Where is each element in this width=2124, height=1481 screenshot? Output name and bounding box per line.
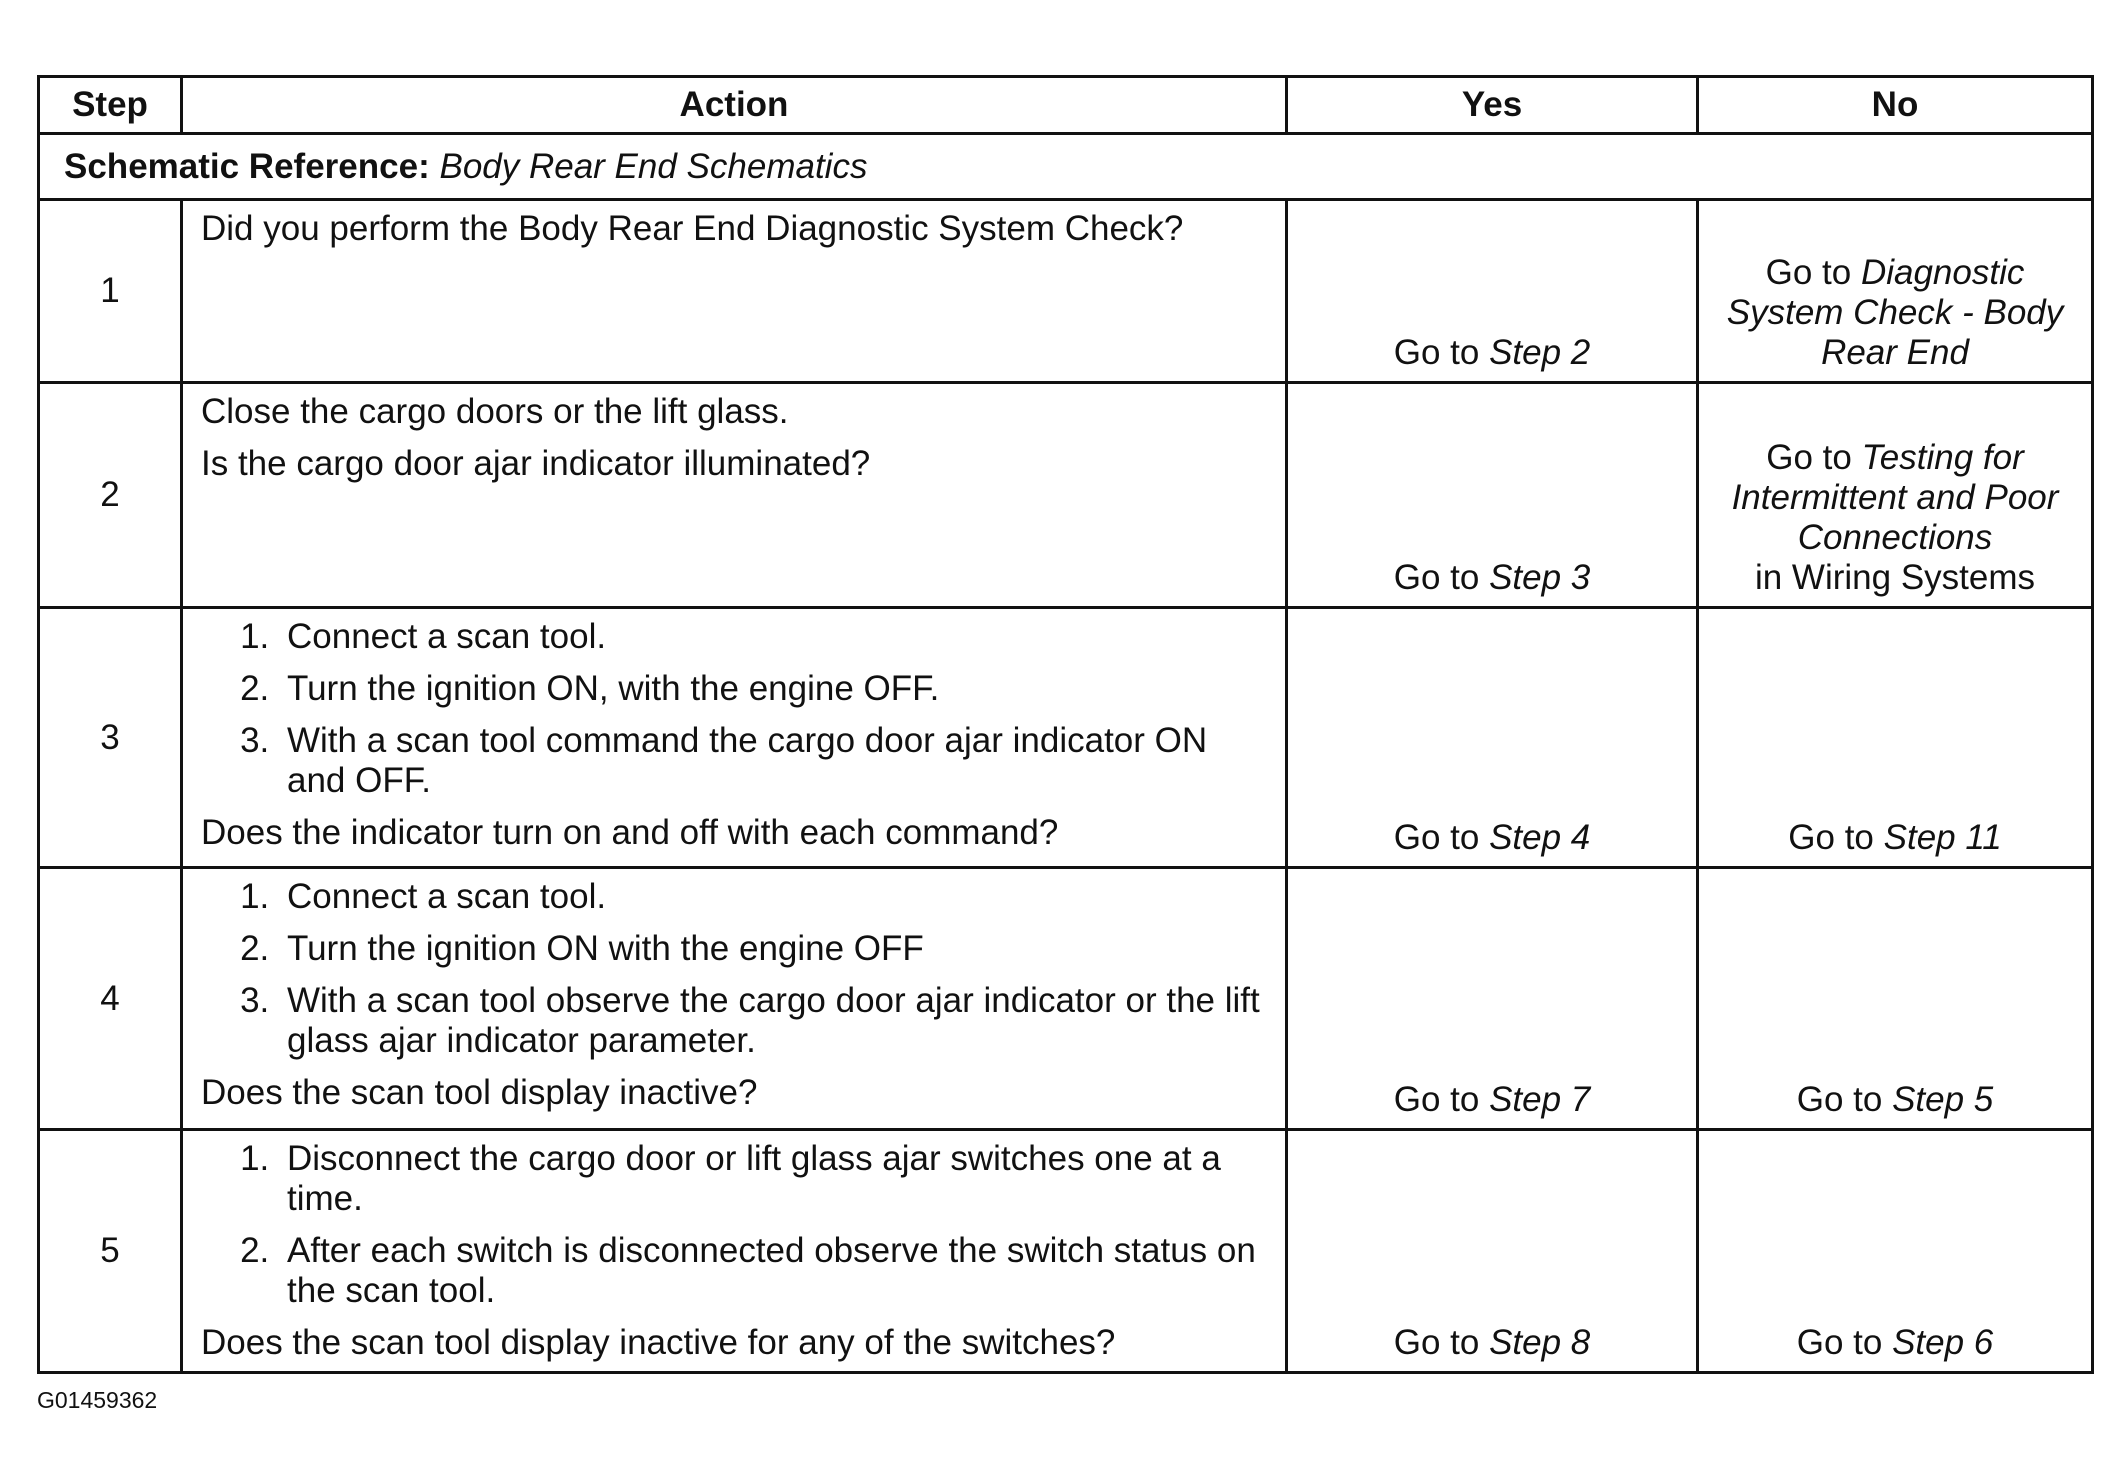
action-step: 1. Connect a scan tool. [279, 877, 1267, 917]
step-number: 1 [39, 200, 182, 383]
schematic-reference-link[interactable]: Body Rear End Schematics [439, 146, 868, 186]
no-suffix: in Wiring Systems [1754, 558, 2036, 597]
action-steps-list [201, 1139, 1267, 1311]
table-row [39, 608, 2093, 868]
yes-step-link[interactable]: Step 8 [1489, 1323, 1591, 1362]
yes-step-link[interactable]: Step 7 [1489, 1080, 1591, 1119]
no-step-link[interactable]: Step 6 [1892, 1323, 1994, 1362]
table-row [39, 200, 2093, 383]
no-step-link[interactable]: Step 11 [1883, 818, 2002, 857]
action-step: 2. Turn the ignition ON, with the engine OFF. [279, 669, 1267, 709]
action-steps-list [201, 877, 1267, 1061]
table-row [39, 868, 2093, 1130]
header-action: Action [182, 77, 1287, 134]
step-number: 2 [39, 383, 182, 608]
action-cell [182, 608, 1287, 868]
action-step: 2. Turn the ignition ON with the engine OFF [279, 929, 1267, 969]
step-number: 3 [39, 608, 182, 868]
figure-id: G01459362 [37, 1387, 158, 1413]
action-step: 1. Connect a scan tool. [279, 617, 1267, 657]
action-step: 1. Disconnect the cargo door or lift glass ajar switches one at a time. [279, 1139, 1267, 1219]
yes-cell [1287, 1130, 1698, 1373]
yes-step-link[interactable]: Step 3 [1489, 558, 1591, 597]
step-number: 4 [39, 868, 182, 1130]
table-row [39, 383, 2093, 608]
diagnostic-table [37, 75, 2094, 1374]
no-cell [1698, 1130, 2093, 1373]
no-cell [1698, 868, 2093, 1130]
step-number: 5 [39, 1130, 182, 1373]
no-prefix: Go to [1796, 1080, 1893, 1119]
header-yes: Yes [1287, 77, 1698, 134]
action-instruction: Close the cargo doors or the lift glass. [201, 392, 789, 431]
schematic-reference-row [39, 134, 2093, 200]
no-cell [1698, 608, 2093, 868]
action-step: 2. After each switch is disconnected observe the switch status on the scan tool. [279, 1231, 1267, 1311]
yes-cell [1287, 200, 1698, 383]
yes-cell [1287, 868, 1698, 1130]
schematic-reference-label: Schematic Reference: [64, 146, 430, 186]
yes-prefix: Go to [1393, 1323, 1490, 1362]
action-cell [182, 868, 1287, 1130]
yes-cell [1287, 383, 1698, 608]
action-cell [182, 383, 1287, 608]
header-row [39, 77, 2093, 134]
schematic-reference [39, 134, 2093, 200]
action-cell [182, 200, 1287, 383]
yes-prefix: Go to [1393, 818, 1490, 857]
action-step: 3. With a scan tool command the cargo door ajar indicator ON and OFF. [279, 721, 1267, 801]
yes-prefix: Go to [1393, 558, 1490, 597]
no-prefix: Go to [1788, 818, 1884, 857]
action-question: Did you perform the Body Rear End Diagnostic System Check? [201, 209, 1184, 248]
table-row [39, 1130, 2093, 1373]
no-link-testing-intermittent[interactable]: Testing for Intermittent and Poor Connections [1731, 438, 2059, 557]
no-prefix: Go to [1796, 1323, 1893, 1362]
no-prefix: Go to [1765, 253, 1861, 292]
header-no: No [1698, 77, 2093, 134]
action-cell [182, 1130, 1287, 1373]
no-step-link[interactable]: Step 5 [1892, 1080, 1994, 1119]
yes-prefix: Go to [1393, 1080, 1490, 1119]
action-question: Does the scan tool display inactive? [201, 1073, 758, 1112]
no-link-diagnostic-system-check[interactable]: Diagnostic System Check - Body Rear End [1726, 253, 2064, 372]
header-step: Step [39, 77, 182, 134]
action-question: Does the scan tool display inactive for any of the switches? [201, 1323, 1116, 1362]
yes-step-link[interactable]: Step 2 [1489, 333, 1591, 372]
action-question: Does the indicator turn on and off with each command? [201, 813, 1059, 852]
no-prefix: Go to [1766, 438, 1862, 477]
no-cell [1698, 200, 2093, 383]
yes-cell [1287, 608, 1698, 868]
yes-prefix: Go to [1393, 333, 1490, 372]
action-question: Is the cargo door ajar indicator illuminated? [201, 444, 871, 483]
action-step: 3. With a scan tool observe the cargo door ajar indicator or the lift glass ajar indicator parameter. [279, 981, 1267, 1061]
yes-step-link[interactable]: Step 4 [1489, 818, 1591, 857]
no-cell [1698, 383, 2093, 608]
action-steps-list [201, 617, 1267, 801]
